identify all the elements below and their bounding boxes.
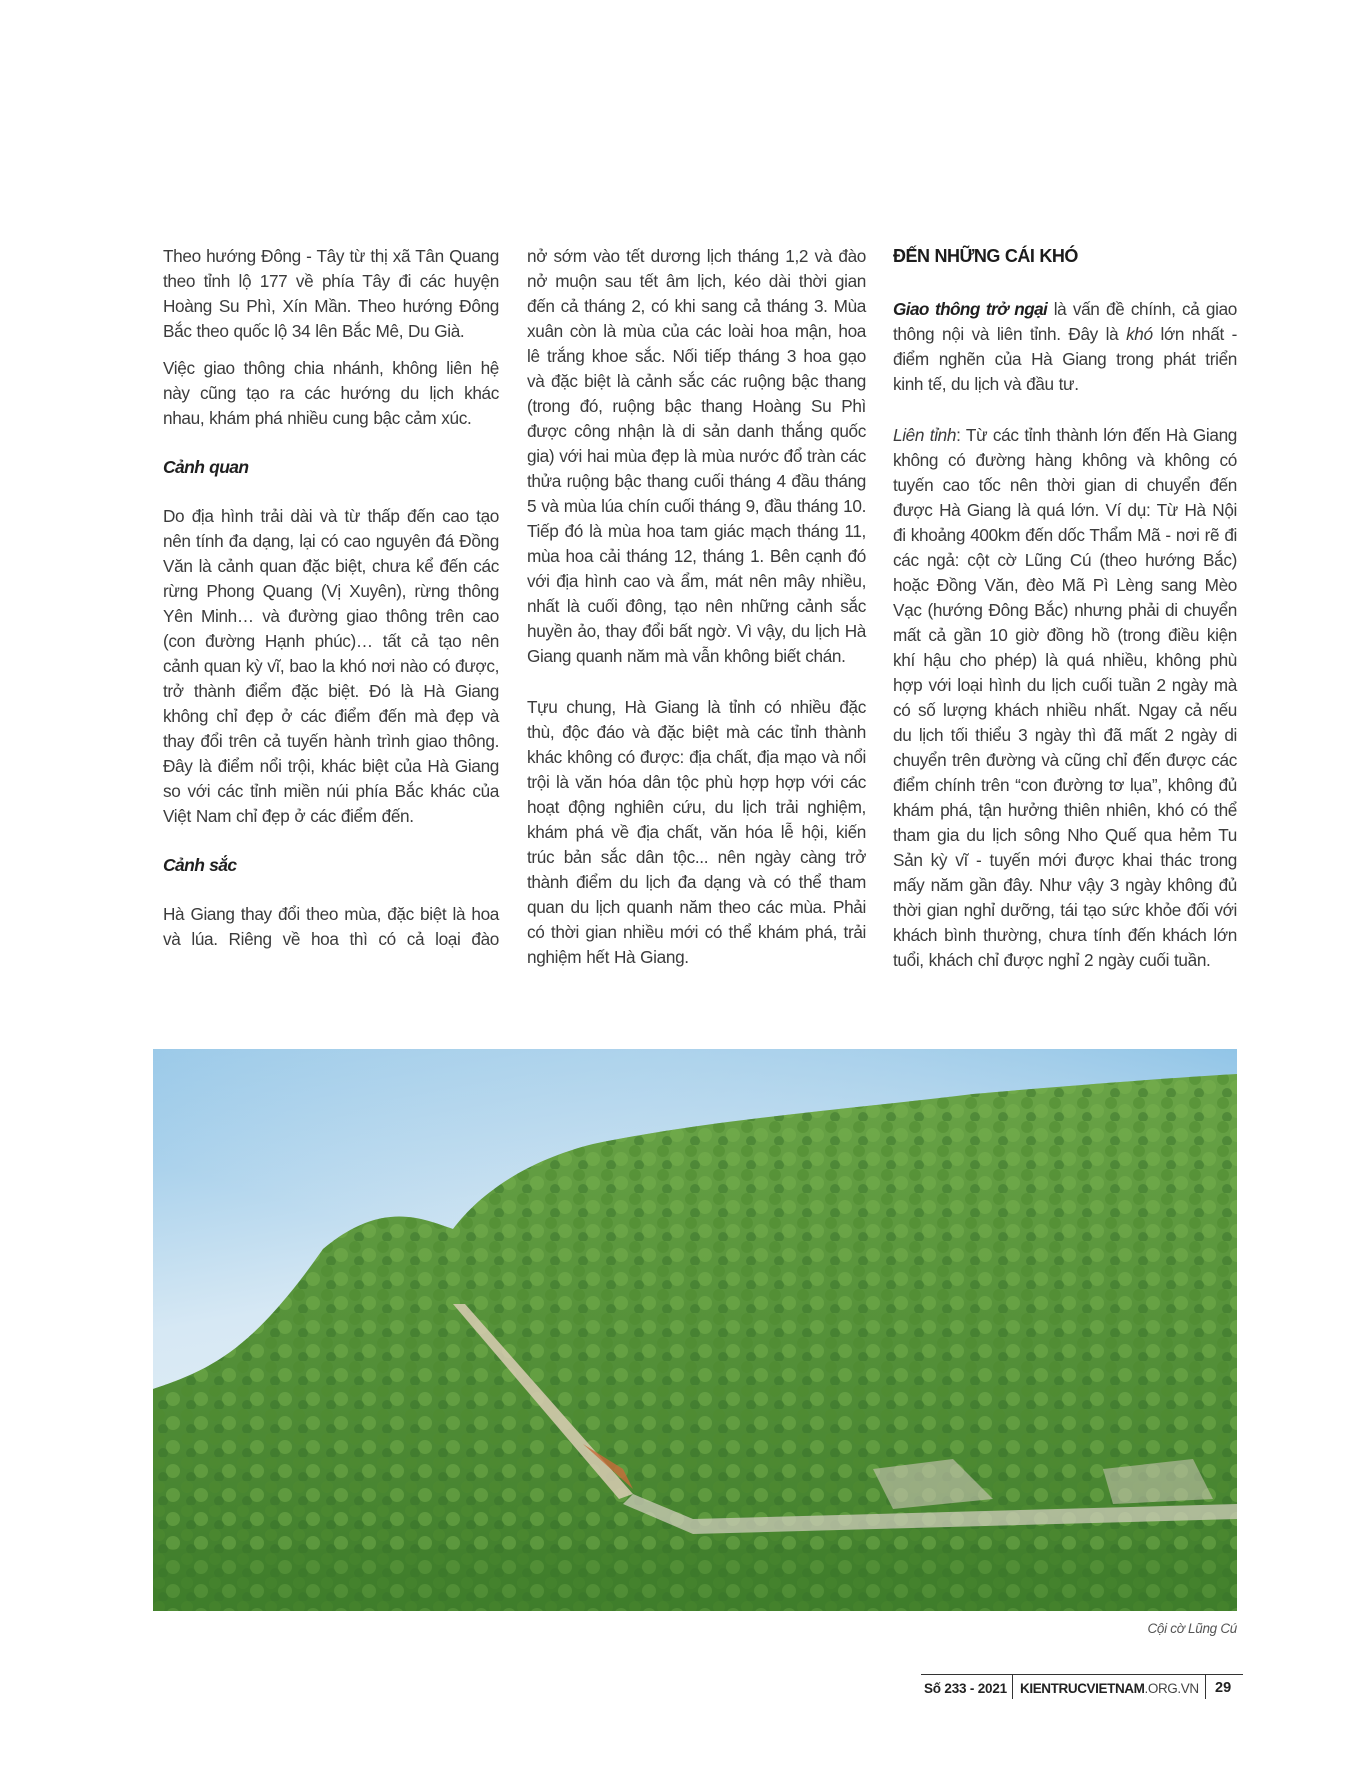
- site-name: [1020, 1681, 1199, 1696]
- photo-lung-cu-flag-tower: [153, 1049, 1237, 1611]
- emphasis: khó: [1126, 324, 1153, 344]
- text: : Từ các tỉnh thành lớn đến Hà Giang không có đường hàng không và không có tuyến cao tốc nên thời gian di chuyển đến được Hà Giang là quá lớn. Ví dụ: Từ Hà Nội đi khoảng 400km đến dốc Thẩm Mã - nơi rẽ đi các ngả: cột cờ Lũng Cú (theo hướng Bắc) hoặc Đồng Văn, đèo Mã Pì Lèng sang Mèo Vạc (hướng Đông Bắc) nhưng phải di chuyển mất cả gần 10 giờ đồng hồ (trong điều kiện khí hậu cho phép) là quá nhiều, không phù hợp với loại hình du lịch cuối tuần 2 ngày mà có số lượng khách nhiều nhất. Ngay cả nếu du lịch tối thiểu 3 ngày thì đã mất 2 ngày di chuyển trên đường và cũng chỉ đến được các điểm chính trên “con đường tơ lụa”, không đủ khám phá, tận hưởng thiên nhiên, khó có thể tham gia du lịch sông Nho Quế qua hẻm Tu Sản kỳ vĩ - tuyến mới được khai thác trong mấy năm gần đây. Như vậy 3 ngày không đủ thời gian nghỉ dưỡng, tái tạo sức khỏe đối với khách bình thường, chưa tính đến khách lớn tuổi, khách chỉ được nghỉ 2 ngày cuối tuần.: [893, 425, 1237, 970]
- emphasis: Liên tỉnh: [893, 425, 957, 445]
- lead-phrase: Giao thông trở ngại: [893, 299, 1048, 319]
- paragraph: Hà Giang thay đổi theo mùa, đặc biệt là hoa và lúa. Riêng về hoa thì có cả loại đào: [163, 904, 499, 949]
- article-column-3: [893, 244, 1237, 985]
- page-footer: [921, 1674, 1243, 1699]
- section-heading: ĐẾN NHỮNG CÁI KHÓ: [893, 246, 1078, 266]
- paragraph: Việc giao thông chia nhánh, không liên hệ này cũng tạo ra các hướng du lịch khác nhau, khám phá nhiều cung bậc cảm xúc.: [163, 358, 499, 428]
- photo-illustration: [153, 1049, 1237, 1611]
- text: lớn nhất - điểm nghẽn của Hà Giang trong phát triển kinh tế, du lịch và đầu tư.: [893, 324, 1237, 394]
- paragraph: Do địa hình trải dài và từ thấp đến cao tạo nên tính đa dạng, lại có cao nguyên đá Đồng Văn là cảnh quan đặc biệt, chưa kể đến các rừng Phong Quang (Vị Xuyên), rừng thông Yên Minh… và đường giao thông trên cao (con đường Hạnh phúc)… tất cả tạo nên cảnh quan kỳ vĩ, bao la khó nơi nào có được, trở thành điểm đặc biệt. Đó là Hà Giang không chỉ đẹp ở các điểm đến mà đẹp và thay đổi trên cả tuyến hành trình giao thông. Đây là điểm nổi trội, khác biệt của Hà Giang so với các tỉnh miền núi phía Bắc khác của Việt Nam chỉ đẹp ở các điểm đến.: [163, 506, 499, 826]
- paragraph: nở sớm vào tết dương lịch tháng 1,2 và đào nở muộn sau tết âm lịch, kéo dài thời gian đến cả tháng 2, có khi sang cả tháng 3. Mùa xuân còn là mùa của các loài hoa mận, hoa lê trắng khoe sắc. Nối tiếp tháng 3 hoa gạo và đặc biệt là cảnh sắc các ruộng bậc thang (trong đó, ruộng bậc thang Hoàng Su Phì được công nhận là di sản danh thắng quốc gia) với hai mùa đẹp là mùa nước đổ tràn các thửa ruộng bậc thang cuối tháng 4 đầu tháng 5 và mùa lúa chín cuối tháng 9, đầu tháng 10. Tiếp đó là mùa hoa tam giác mạch tháng 11, mùa hoa cải tháng 12, tháng 1. Bên cạnh đó với địa hình cao và ẩm, mát nên mây nhiều, nhất là cuối đông, tạo nên những cảnh sắc huyền ảo, thay đổi bất ngờ. Vì vậy, du lịch Hà Giang quanh năm mà vẫn không biết chán.: [527, 246, 866, 666]
- page-number: 29: [1215, 1680, 1232, 1696]
- paragraph: Theo hướng Đông - Tây từ thị xã Tân Quang theo tỉnh lộ 177 về phía Tây đi các huyện Hoàng Su Phì, Xín Mần. Theo hướng Đông Bắc theo quốc lộ 34 lên Bắc Mê, Du Già.: [163, 246, 499, 341]
- paragraph: [893, 297, 1237, 397]
- paragraph: Tựu chung, Hà Giang là tỉnh có nhiều đặc thù, độc đáo và đặc biệt mà các tỉnh thành khác không có được: địa chất, địa mạo và nổi trội là văn hóa dân tộc phù hợp hợp với các hoạt động nghiên cứu, du lịch trải nghiệm, khám phá về địa chất, văn hóa lễ hội, kiến trúc bản sắc dân tộc... nên ngày càng trở thành điểm du lịch đa dạng và có thể tham quan du lịch quanh năm theo các mùa. Phải có thời gian nhiều mới có thể khám phá, trải nghiệm hết Hà Giang.: [527, 697, 866, 967]
- site-domain: .ORG.VN: [1144, 1681, 1199, 1696]
- subheading-canh-sac: Cảnh sắc: [163, 855, 237, 875]
- divider: [1205, 1675, 1206, 1699]
- subheading-canh-quan: Cảnh quan: [163, 457, 249, 477]
- text: là vấn đề chính, cả giao thông nội và liên tỉnh. Đây là: [893, 299, 1237, 344]
- site-brand: KIENTRUCVIETNAM: [1020, 1681, 1145, 1696]
- photo-caption: Cội cờ Lũng Cú: [1147, 1621, 1237, 1636]
- paragraph: [893, 423, 1237, 973]
- divider: [1012, 1675, 1013, 1699]
- issue-number: Số 233 - 2021: [924, 1681, 1007, 1696]
- article-column-2: [527, 244, 866, 982]
- article-column-1: [163, 244, 499, 964]
